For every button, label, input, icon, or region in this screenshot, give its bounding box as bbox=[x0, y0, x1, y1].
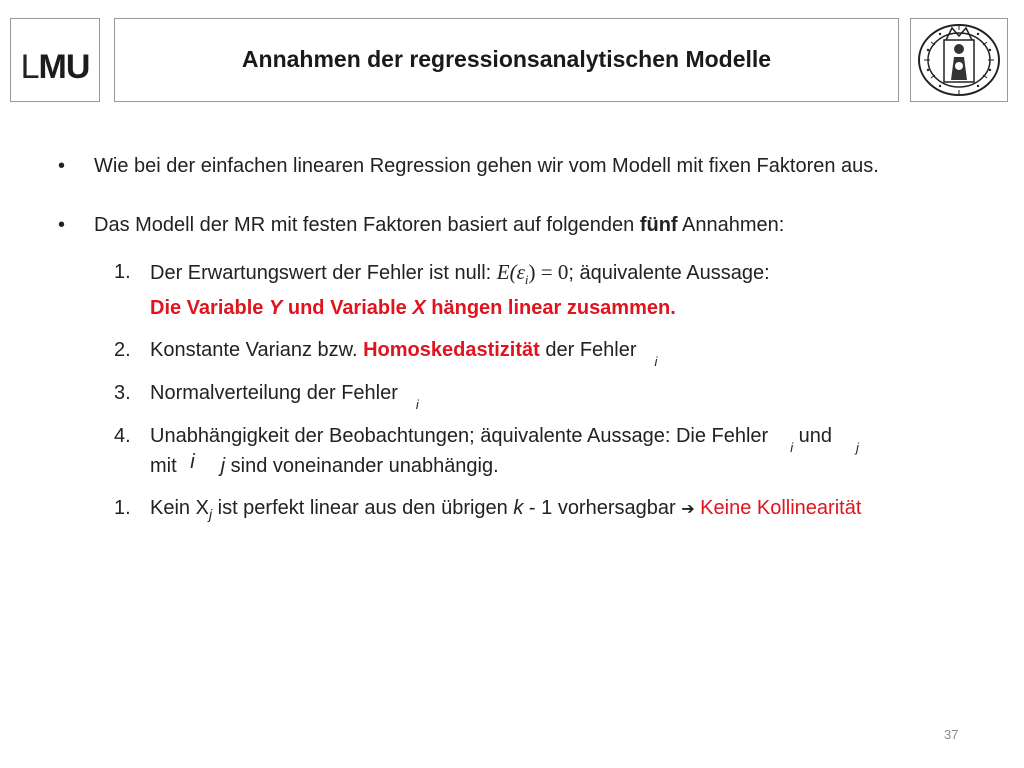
university-seal bbox=[910, 18, 1008, 102]
bullet-item bbox=[58, 211, 998, 240]
item-text: ist perfekt linear aus den übrigen bbox=[212, 497, 514, 519]
numbered-item bbox=[58, 494, 998, 529]
bullet-text-end: Annahmen: bbox=[677, 214, 785, 236]
error-index: i bbox=[415, 397, 419, 412]
bullet-marker: • bbox=[58, 214, 66, 236]
numbered-item bbox=[58, 379, 998, 412]
item-number: 4. bbox=[114, 425, 131, 447]
item-text-after: ; äquivalente Aussage: bbox=[568, 262, 770, 284]
lmu-logo-text: LMU bbox=[20, 47, 90, 86]
arrow-right-icon: ➔ bbox=[681, 501, 695, 518]
lmu-logo bbox=[10, 18, 100, 102]
red-text: hängen linear zusammen. bbox=[425, 297, 676, 319]
formula-right: ) = 0 bbox=[528, 260, 569, 284]
bullet-bold-text: fünf bbox=[639, 214, 678, 236]
item-text: Normalverteilung der Fehler bbox=[150, 382, 398, 404]
formula-left: E(ε bbox=[496, 260, 525, 284]
numbered-item bbox=[58, 336, 998, 369]
var-k: k bbox=[513, 497, 524, 519]
red-var-y: Y bbox=[268, 297, 283, 319]
expectation-formula bbox=[496, 260, 569, 287]
formula-sub: i bbox=[524, 272, 529, 287]
item-text: - 1 vorhersagbar bbox=[523, 497, 682, 519]
seal-icon bbox=[916, 22, 1002, 98]
bullet-text: Das Modell der MR mit festen Faktoren basiert auf folgenden bbox=[94, 214, 640, 236]
item-text: sind voneinander unabhängig. bbox=[225, 455, 499, 477]
page-number: 37 bbox=[944, 727, 959, 742]
item-number: 3. bbox=[114, 382, 131, 404]
item-number: 2. bbox=[114, 339, 131, 361]
item-number: 1. bbox=[114, 497, 131, 519]
red-text: Die Variable bbox=[150, 297, 269, 319]
index-i: i bbox=[190, 451, 195, 473]
item-text: Kein bbox=[150, 497, 196, 519]
linearity-statement bbox=[150, 297, 676, 319]
item-text: Unabhängigkeit der Beobachtungen; äquivalente Aussage: Die Fehler bbox=[150, 425, 769, 447]
slide-content bbox=[58, 152, 998, 542]
var-x-sub: j bbox=[208, 506, 213, 522]
item-number: 1. bbox=[114, 261, 131, 283]
item-text: Der Erwartungswert der Fehler ist null: bbox=[150, 262, 497, 284]
slide-title: Annahmen der regressionsanalytischen Modelle bbox=[241, 45, 772, 72]
bullet-marker: • bbox=[58, 155, 66, 177]
item-text: und bbox=[793, 425, 833, 447]
error-index: i bbox=[654, 354, 658, 369]
error-index-i: i bbox=[790, 440, 794, 455]
item-text: mit bbox=[150, 455, 183, 477]
collinearity-term: Keine Kollinearität bbox=[694, 497, 862, 519]
numbered-item bbox=[58, 422, 998, 481]
error-index-j: j bbox=[856, 440, 859, 455]
numbered-item bbox=[58, 258, 998, 323]
item-text: Konstante Varianz bzw. bbox=[150, 339, 364, 361]
index-j: j bbox=[220, 455, 226, 477]
title-box bbox=[114, 18, 899, 102]
bullet-text: Wie bei der einfachen linearen Regression gehen wir vom Modell mit fixen Faktoren aus. bbox=[94, 155, 879, 177]
var-x: X bbox=[195, 497, 209, 519]
homoskedasticity-term: Homoskedastizität bbox=[363, 339, 540, 361]
item-text-after: der Fehler bbox=[539, 339, 637, 361]
bullet-item bbox=[58, 152, 998, 181]
red-var-x: X bbox=[412, 297, 426, 319]
red-text: und Variable bbox=[282, 297, 413, 319]
